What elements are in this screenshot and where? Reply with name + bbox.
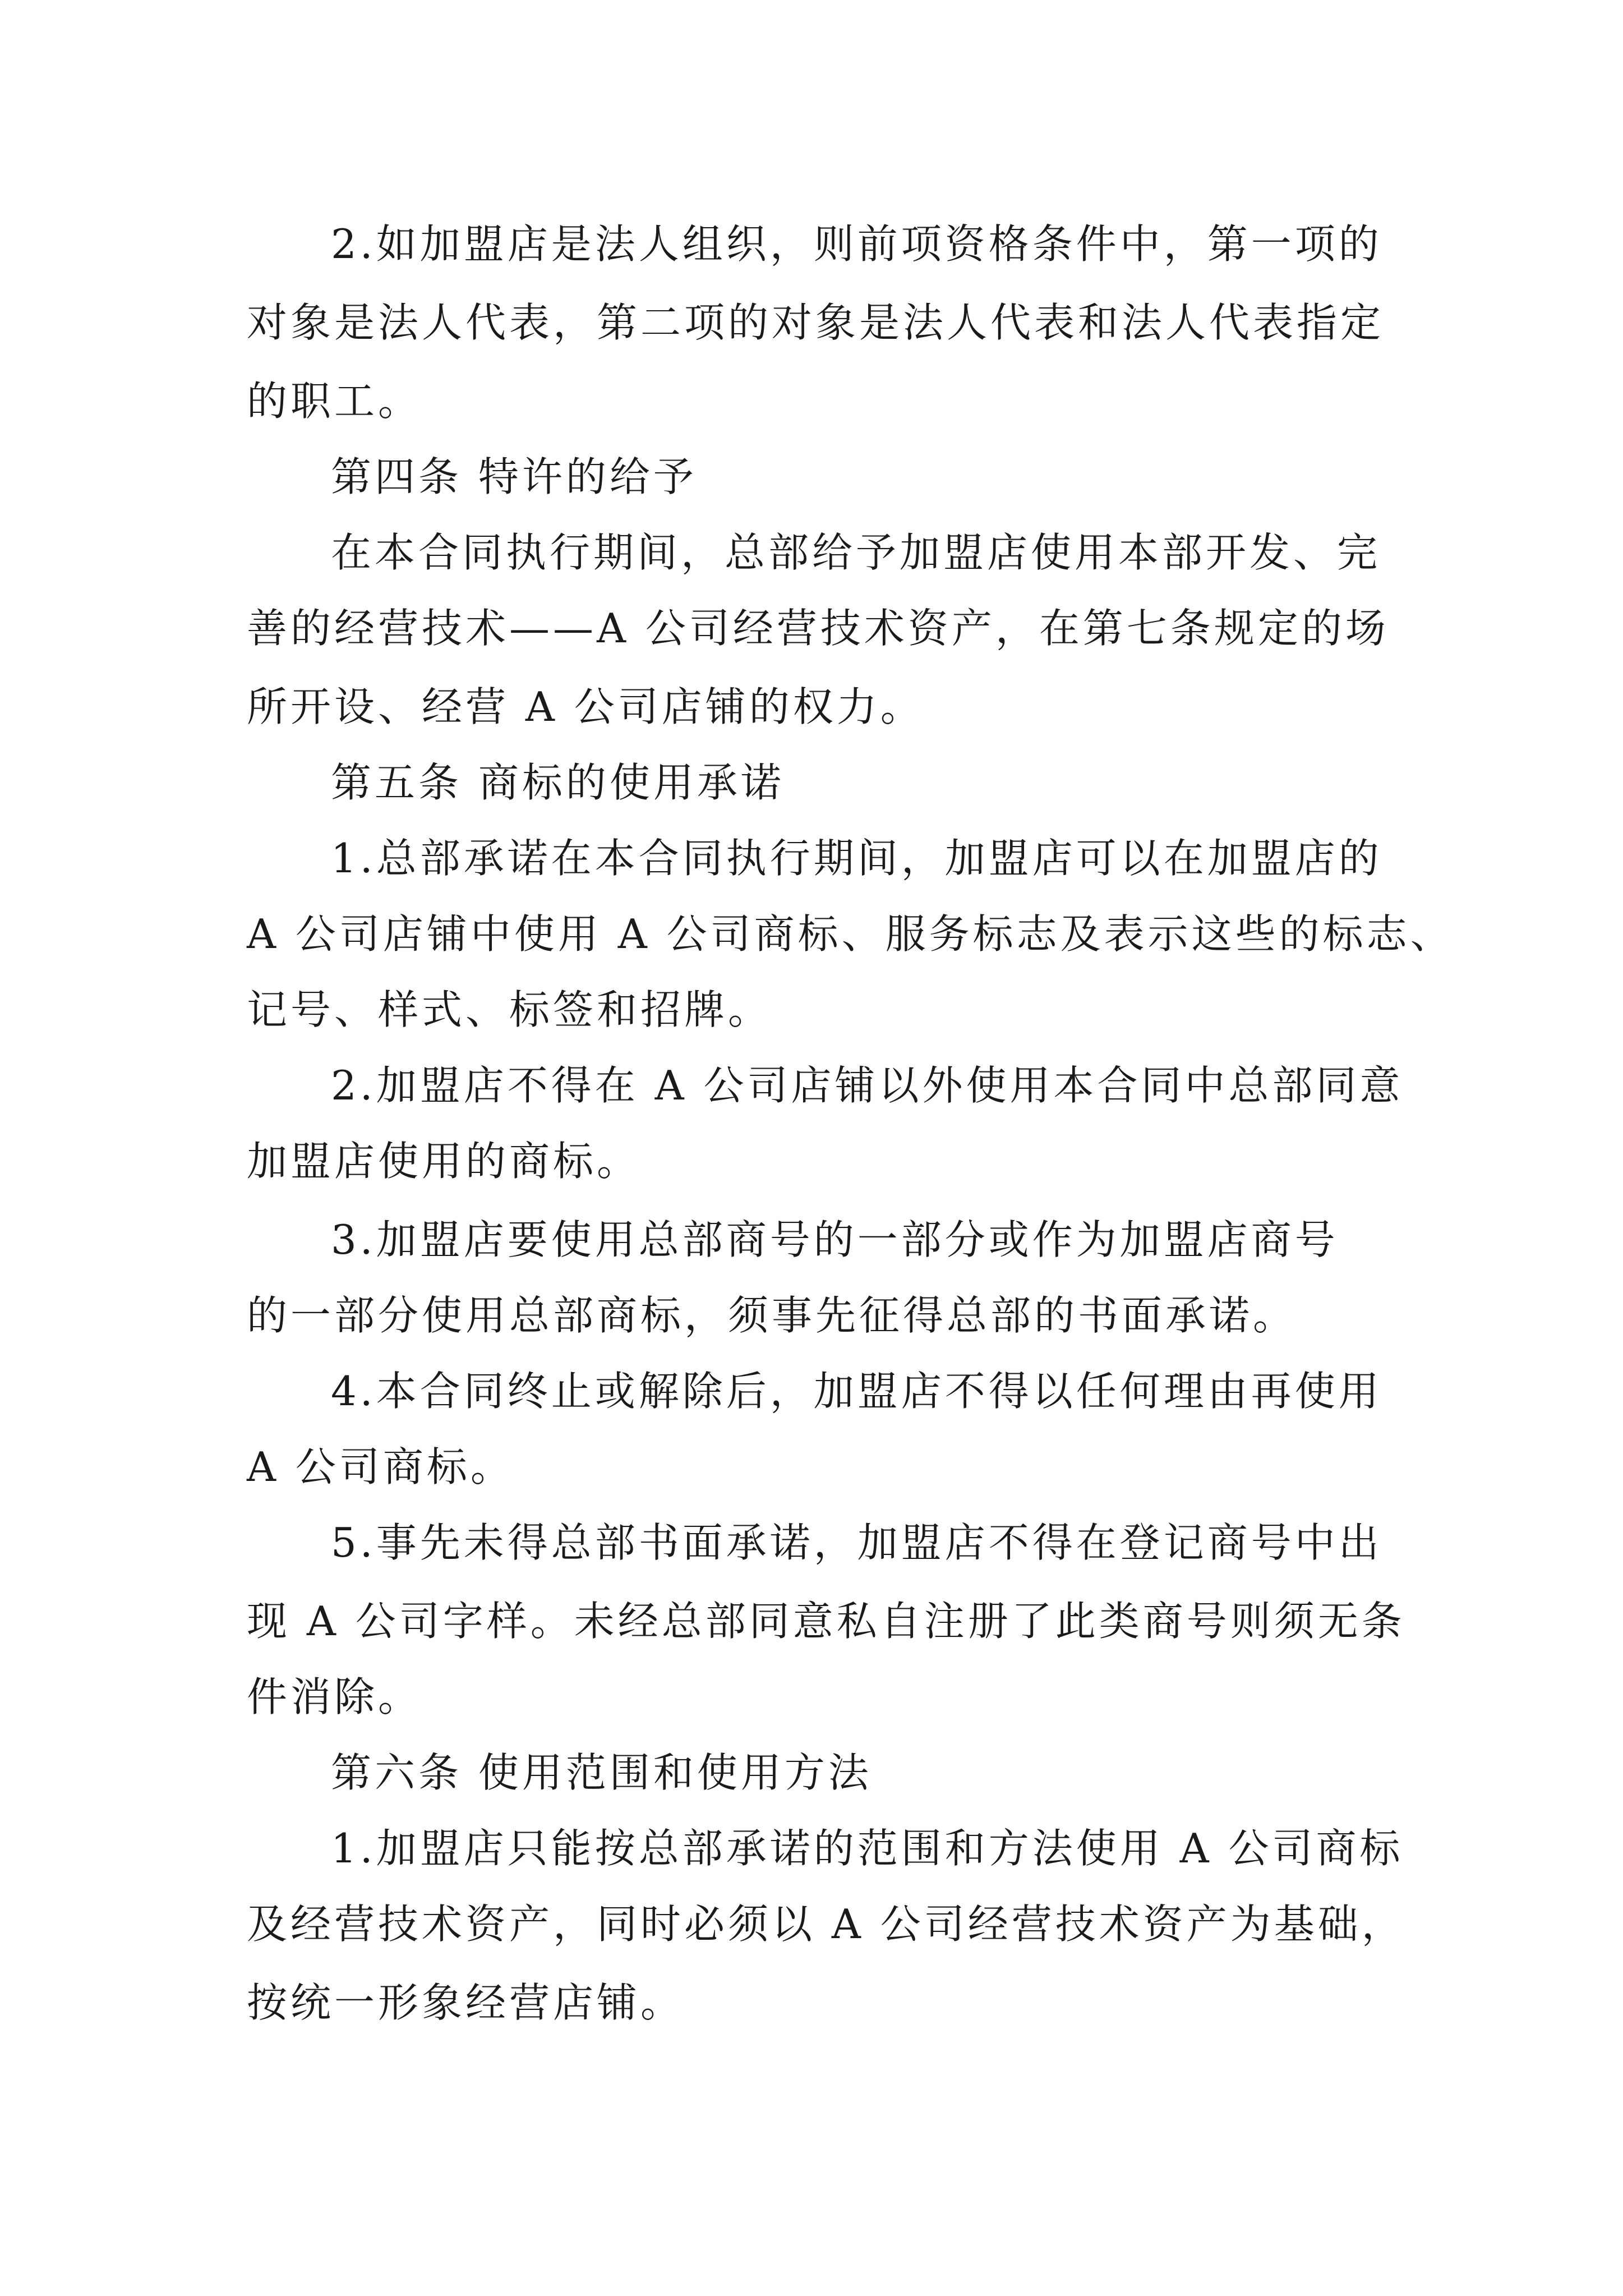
text-line: 按统一形象经营店铺。 [247,1979,685,2026]
text-line: 2.加盟店不得在 A 公司店铺以外使用本合同中总部同意 [331,1062,1404,1109]
text-line: 所开设、经营 A 公司店铺的权力。 [247,683,924,730]
text-line: 现 A 公司字样。未经总部同意私自注册了此类商号则须无条 [247,1598,1405,1645]
text-line: 的职工。 [247,378,422,425]
text-line: 的一部分使用总部商标，须事先征得总部的书面承诺。 [247,1292,1297,1339]
text-line: A 公司商标。 [247,1443,514,1490]
text-line: 善的经营技术——A 公司经营技术资产，在第七条规定的场 [247,605,1389,652]
section-heading: 第五条 商标的使用承诺 [331,759,785,806]
text-line: 4.本合同终止或解除后，加盟店不得以任何理由再使用 [331,1368,1382,1415]
text-line: 在本合同执行期间，总部给予加盟店使用本部开发、完 [331,529,1381,576]
text-line: 及经营技术资产，同时必须以 A 公司经营技术资产为基础， [247,1901,1405,1948]
text-line: 1.加盟店只能按总部承诺的范围和方法使用 A 公司商标 [331,1825,1404,1872]
text-line: 3.加盟店要使用总部商号的一部分或作为加盟店商号 [331,1216,1339,1263]
text-line: 2.如加盟店是法人组织，则前项资格条件中，第一项的 [331,220,1382,268]
text-line: 记号、样式、标签和招牌。 [247,986,772,1033]
text-line: 1.总部承诺在本合同执行期间，加盟店可以在加盟店的 [331,835,1382,882]
text-line: 对象是法人代表，第二项的对象是法人代表和法人代表指定 [247,299,1385,346]
section-heading: 第四条 特许的给予 [331,453,697,500]
text-line: A 公司店铺中使用 A 公司商标、服务标志及表示这些的标志、 [247,910,1454,958]
section-heading: 第六条 使用范围和使用方法 [331,1749,872,1796]
text-line: 5.事先未得总部书面承诺，加盟店不得在登记商号中出 [331,1519,1382,1566]
text-line: 加盟店使用的商标。 [247,1138,641,1185]
text-line: 件消除。 [247,1673,422,1720]
